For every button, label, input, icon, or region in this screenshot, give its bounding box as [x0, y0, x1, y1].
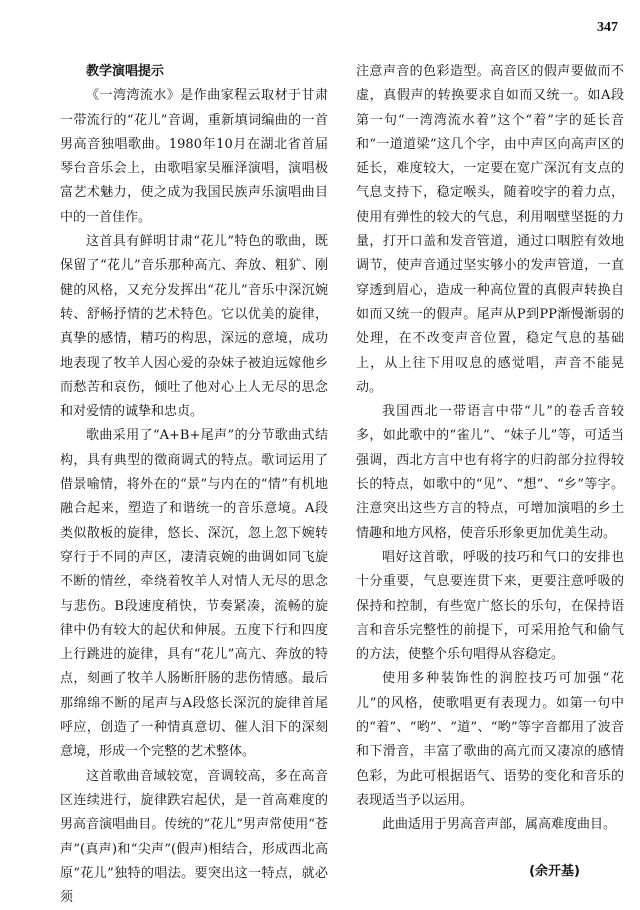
paragraph: 我国西北一带语言中带“儿”的卷舌音较多，如此歌中的“雀儿”、“妹子儿”等，可适当强调，西北方言中也有将字的归韵部分拉得较长的特点，如歌中的“见”、“想”、“乡”等字。注意突出这些方言的特点，可增加演唱的乡土情趣和地方风格，使音乐形象更加优美生动。 — [356, 404, 624, 541]
author-signature: (余开基) — [529, 863, 580, 879]
right-column — [356, 60, 624, 884]
paragraph: 唱好这首歌，呼吸的技巧和气口的安排也十分重要，气息要连贯下来，更要注意呼吸的保持和控制，有些宽广悠长的乐句，在保持语言和音乐完整性的前提下，可采用抢气和偷气的方法，使整个乐句唱得从容稳定。 — [356, 549, 624, 663]
paragraph: 歌曲采用了“A+B+尾声”的分节歌曲式结构，具有典型的徵商调式的特点。歌词运用了借景喻情，将外在的“景”与内在的“情”有机地融合起来，塑造了和谐统一的音乐意境。A段类似散板的旋律，悠长、深沉，忽上忽下婉转穿行于不同的声区，凄清哀婉的曲调如同飞旋不断的情丝，牵绕着牧羊人对情人无尽的思念与悲伤。B段速度稍快，节奏紧凑，流畅的旋律中仍有较大的起伏和伸展。五度下行和四度上行跳进的旋律，具有“花儿”高亢、奔放的特点，刻画了牧羊人肠断肝肠的悲伤情感。最后那绵绵不断的尾声与A段悠长深沉的旋律首尾呼应，创造了一种情真意切、催人泪下的深刻意境，形成一个完整的艺术整体。 — [60, 428, 328, 760]
paragraph: 《一湾湾流水》是作曲家程云取材于甘肃一带流行的“花儿”音调，重新填词编曲的一首男高音独唱歌曲。1980年10月在湖北省首届琴台音乐会上，由歌唱家吴雁泽演唱，演唱极富艺术魅力，使之成为我国民族声乐演唱曲目中的一首佳作。 — [60, 88, 328, 225]
paragraph: 注意声音的色彩造型。高音区的假声要做而不虚，真假声的转换要求自如而又统一。如A段第一句“一湾湾流水着”这个“着”字的延长音和“一道道梁”这几个字，由中声区向高声区的延长，难度较大，一定要在宽广深沉有支点的气息支持下，稳定喉头，随着咬字的着力点，使用有弹性的较大的气息，利用咽壁坚挺的力量，打开口盖和发音管道，通过口咽腔有效地调节，使声音通过坚实够小的发声管道，一直穿透到眉心，造成一种高位置的真假声转换自如而又统一的假声。尾声从P到PP渐慢渐弱的处理，在不改变声音位置，稳定气息的基础上，从上往下用叹息的感觉唱，声音不能晃动。 — [356, 64, 624, 395]
left-column — [60, 60, 328, 910]
paragraph: 使用多种装饰性的润腔技巧可加强“花儿”的风格，使歌唱更有表现力。如第一句中的“着”、“哟”、“道”、“哟”等字音都用了波音和下滑音，丰富了歌曲的高亢而又凄凉的感情色彩，为此可根据语气、语势的变化和音乐的表现适当予以运用。 — [356, 671, 624, 808]
paragraph: 此曲适用于男高音声部，属高难度曲目。 — [382, 817, 617, 833]
paragraph: 这首具有鲜明甘肃“花儿”特色的歌曲，既保留了“花儿”音乐那种高亢、奔放、粗犷、刚健的风格，又充分发挥出“花儿”音乐中深沉婉转、舒畅抒情的艺术特色。它以优美的旋律，真挚的感情，精巧的构思，深远的意境，成功地表现了牧羊人因心爱的杂妹子被迫远嫁他乡而愁苦和哀伤，倾吐了他对心上人无尽的思念和对爱情的诚挚和忠贞。 — [60, 234, 328, 420]
paragraph: 这首歌曲音域较宽，音调较高，多在高音区连续进行，旋律跌宕起伏，是一首高难度的男高音演唱曲目。传统的“花儿”男声常使用“苍声”(真声)和“尖声”(假声)相结合，形成西北高原“花儿”独特的唱法。要突出这一特点，就必须 — [60, 768, 328, 906]
page-number: 347 — [597, 20, 618, 35]
section-heading: 教学演唱提示 — [86, 64, 165, 79]
